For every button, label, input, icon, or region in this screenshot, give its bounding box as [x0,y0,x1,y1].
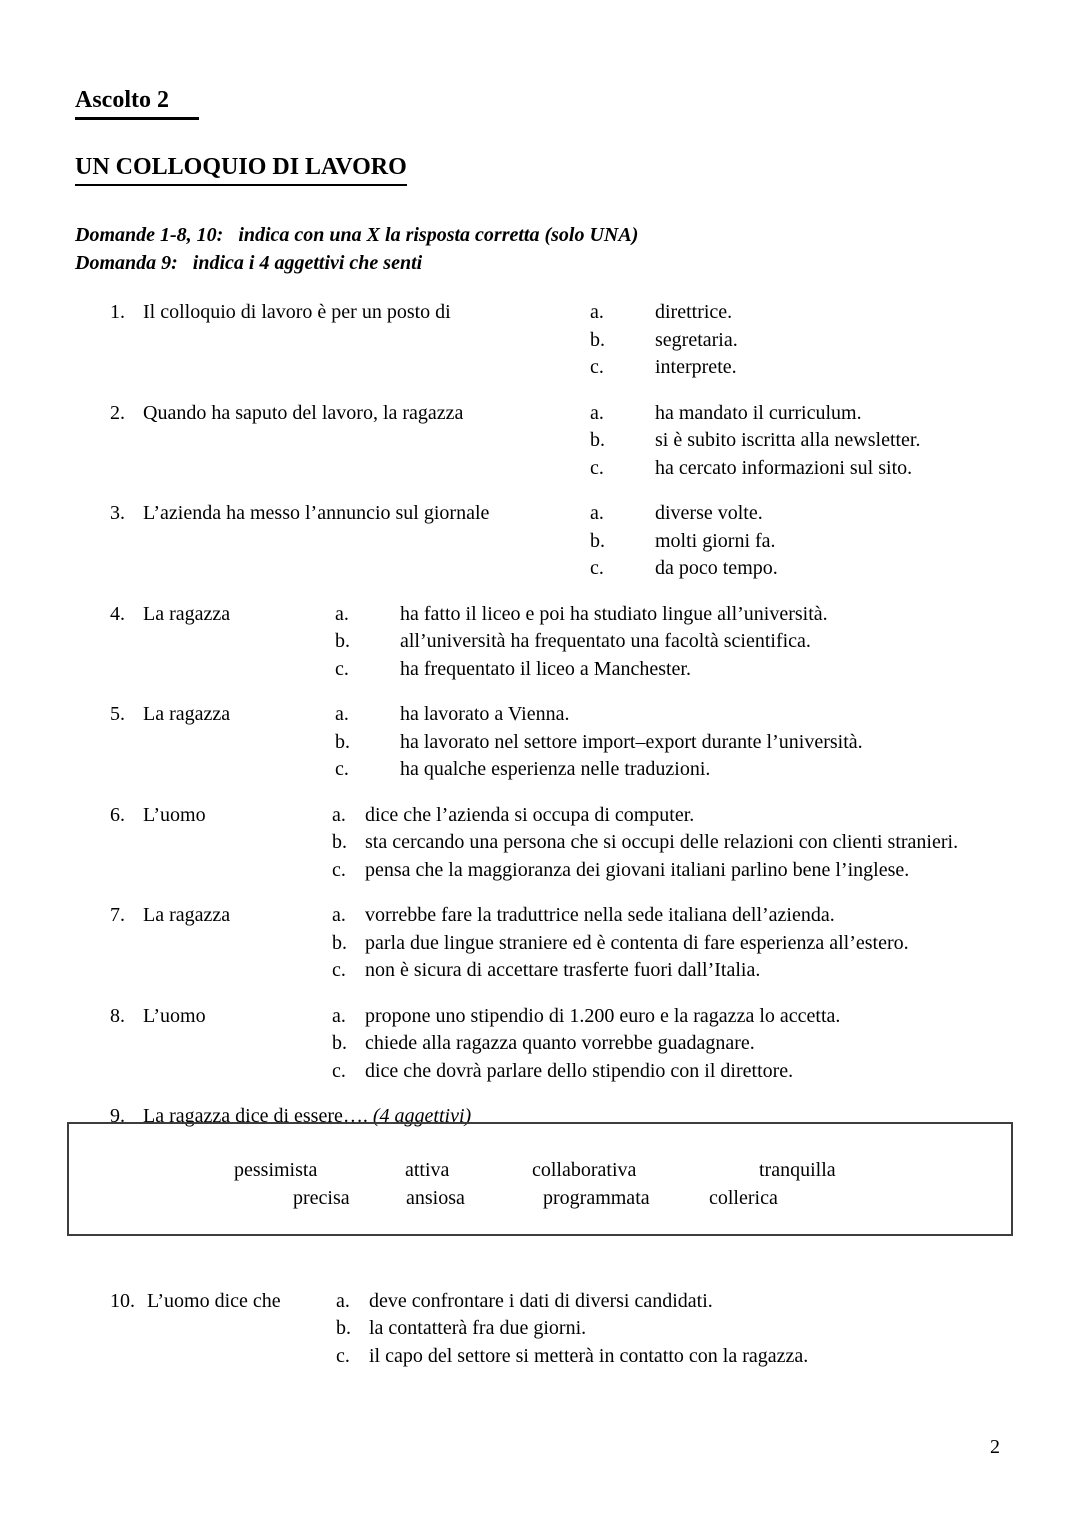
question-options [332,902,1020,985]
option-letter: c. [590,557,604,579]
option-text: parla due lingue straniere ed è contenta di fare esperienza all’estero. [365,931,909,954]
option-letter: b. [590,328,605,351]
option-text: da poco tempo. [655,557,778,579]
option-letter: b. [332,831,347,853]
option-c [332,857,1020,885]
option-letter: b. [335,630,350,652]
option-text: segretaria. [655,328,738,351]
adjective-option: collaborativa [532,1158,637,1181]
option-text: ha qualche esperienza nelle traduzioni. [400,758,711,780]
question-4 [110,601,1020,684]
option-text: propone uno stipendio di 1.200 euro e la ragazza lo accetta. [365,1004,841,1027]
option-letter: c. [590,456,604,479]
question-options [332,1003,1020,1086]
option-letter: a. [335,703,349,725]
option-text: il capo del settore si metterà in contatto con la ragazza. [369,1344,809,1367]
option-text: all’università ha frequentato una facoltà scientifica. [400,630,811,652]
option-letter: a. [332,904,346,926]
option-text: molti giorni fa. [655,529,776,552]
question-list [75,299,1020,1370]
question-options [335,701,1020,784]
option-letter: b. [590,429,605,451]
question-text: L’uomo [143,803,206,826]
question-text: La ragazza [143,904,231,926]
option-b [335,729,1020,757]
option-text: ha cercato informazioni sul sito. [655,456,913,479]
question-10 [110,1288,1020,1371]
option-a [335,701,1020,729]
option-letter: a. [332,1004,346,1027]
instruction-line-2: Domanda 9: indica i 4 aggettivi che senti [75,252,423,274]
option-letter: c. [332,1059,346,1082]
option-letter: a. [335,602,349,625]
question-2 [110,400,1020,483]
option-text: direttrice. [655,301,733,323]
question-1 [110,299,1020,382]
option-text: dice che dovrà parlare dello stipendio con il direttore. [365,1059,794,1082]
question-text: L’uomo dice che [147,1289,281,1312]
option-c [335,656,1020,684]
option-letter: a. [332,803,346,826]
option-letter: c. [335,758,349,780]
question-options [336,1288,1020,1371]
option-a [336,1288,1020,1316]
option-c [336,1343,1020,1371]
question-number: 2. [110,401,125,424]
option-text: ha lavorato nel settore import–export durante l’università. [400,730,863,753]
page-number: 2 [990,1436,1000,1458]
option-b [590,327,1020,355]
option-b [332,829,1020,857]
option-letter: a. [590,301,604,323]
option-a [590,500,1020,528]
option-a [332,802,1020,830]
question-text: La ragazza [143,602,231,625]
adjective-option: ansiosa [406,1186,465,1209]
adjective-option: tranquilla [759,1158,836,1181]
option-c [332,957,1020,985]
page-title-text: Ascolto 2 [75,86,199,120]
option-letter: b. [590,529,605,552]
adjective-option: programmata [543,1186,650,1209]
option-letter: b. [332,931,347,954]
option-text: la contatterà fra due giorni. [369,1317,587,1339]
option-b [590,528,1020,556]
adjective-option: attiva [405,1158,450,1181]
question-text: La ragazza [143,703,231,725]
option-text: vorrebbe fare la traduttrice nella sede italiana dell’azienda. [365,904,835,926]
option-text: ha frequentato il liceo a Manchester. [400,657,691,680]
adjective-answer-box [67,1122,1013,1236]
question-number: 9. [110,1105,125,1127]
option-text: sta cercando una persona che si occupi delle relazioni con clienti stranieri. [365,831,959,853]
adjective-option: pessimista [234,1158,318,1181]
option-letter: c. [590,356,604,378]
option-c [590,455,1020,483]
question-text: L’uomo [143,1004,206,1027]
question-7 [110,902,1020,985]
option-text: diverse volte. [655,502,763,524]
question-text-main: La ragazza dice di essere…. [143,1105,373,1127]
question-number: 8. [110,1004,125,1027]
option-text: si è subito iscritta alla newsletter. [655,429,921,451]
exercise-title-text: UN COLLOQUIO DI LAVORO [75,153,407,186]
option-letter: a. [590,502,604,524]
option-text: non è sicura di accettare trasferte fuori dall’Italia. [365,959,761,981]
question-3 [110,500,1020,583]
option-b [335,628,1020,656]
option-a [335,601,1020,629]
question-8 [110,1003,1020,1086]
option-b [590,427,1020,455]
question-number: 7. [110,904,125,926]
instruction-line-1: Domande 1-8, 10: indica con una X la risposta corretta (solo UNA) [75,224,639,246]
option-text: ha lavorato a Vienna. [400,703,570,725]
option-b [332,1030,1020,1058]
question-note: (4 aggettivi) [372,1105,472,1127]
adjective-option: precisa [293,1186,350,1209]
option-text: deve confrontare i dati di diversi candidati. [369,1289,713,1312]
question-number: 1. [110,301,125,323]
instructions [75,221,1020,277]
question-6 [110,802,1020,885]
option-letter: c. [332,858,346,881]
option-b [332,930,1020,958]
page-title [75,86,1020,120]
option-a [332,1003,1020,1031]
option-text: pensa che la maggioranza dei giovani italiani parlino bene l’inglese. [365,858,910,881]
option-c [590,354,1020,382]
question-number: 4. [110,602,125,625]
option-a [332,902,1020,930]
option-letter: c. [332,959,346,981]
option-b [336,1315,1020,1343]
option-a [590,299,1020,327]
option-letter: b. [336,1317,351,1339]
question-options [335,601,1020,684]
question-number: 10. [110,1289,135,1312]
question-text: Il colloquio di lavoro è per un posto di [143,301,451,323]
question-options [590,400,1020,483]
option-letter: c. [335,657,349,680]
option-text: dice che l’azienda si occupa di computer. [365,803,695,826]
option-letter: c. [336,1344,350,1367]
question-text: L’azienda ha messo l’annuncio sul giornale [143,502,490,524]
option-text: ha mandato il curriculum. [655,401,862,424]
question-options [332,802,1020,885]
question-number: 5. [110,703,125,725]
question-5 [110,701,1020,784]
option-text: interprete. [655,356,737,378]
exercise-title [75,153,1020,186]
question-options [590,299,1020,382]
option-text: chiede alla ragazza quanto vorrebbe guadagnare. [365,1032,755,1054]
question-options [590,500,1020,583]
option-c [335,756,1020,784]
question-number: 3. [110,502,125,524]
option-letter: b. [335,730,350,753]
option-c [590,555,1020,583]
option-letter: a. [336,1289,350,1312]
option-a [590,400,1020,428]
question-text: Quando ha saputo del lavoro, la ragazza [143,401,464,424]
adjective-option: collerica [709,1186,778,1209]
question-number: 6. [110,803,125,826]
option-c [332,1058,1020,1086]
option-letter: b. [332,1032,347,1054]
option-text: ha fatto il liceo e poi ha studiato lingue all’università. [400,602,828,625]
option-letter: a. [590,401,604,424]
